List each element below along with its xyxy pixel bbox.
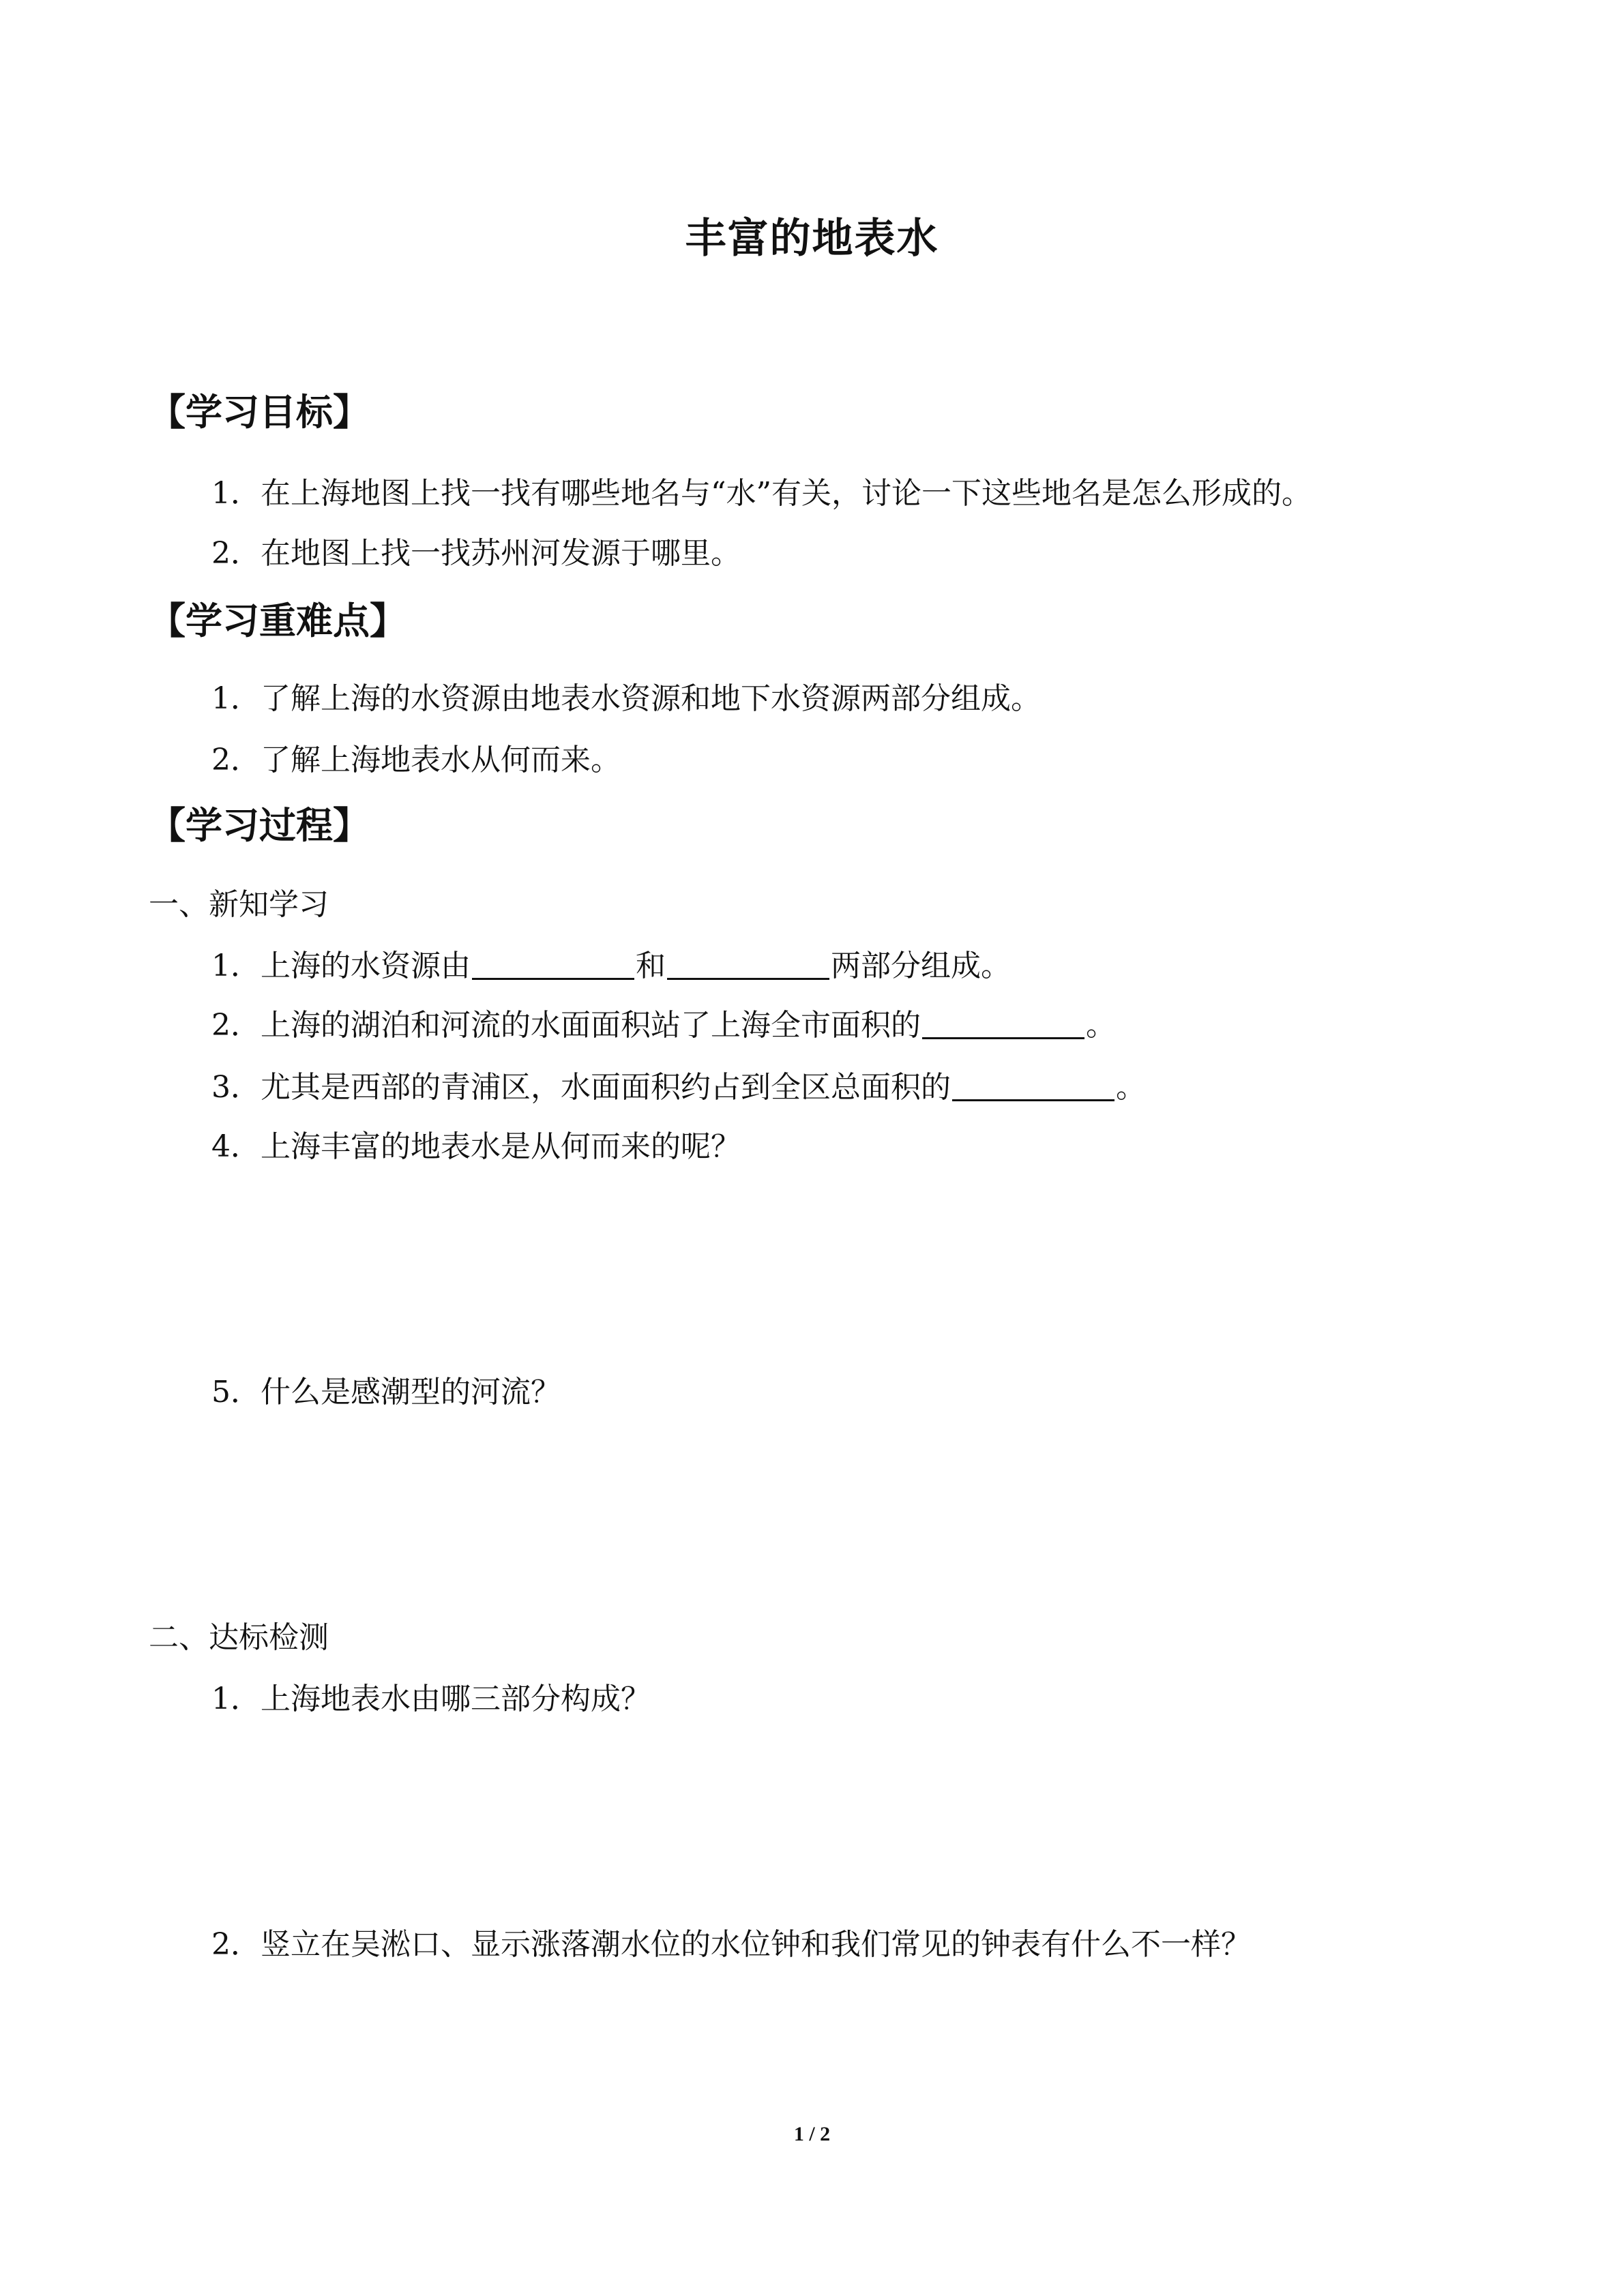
q2-text-a: 2．上海的湖泊和河流的水面面积站了上海全市面积的 xyxy=(211,1008,921,1043)
q1-text-c: 两部分组成。 xyxy=(831,949,1011,983)
heading-learning-objectives: 【学习目标】 xyxy=(149,391,370,434)
q2-text-b: 。 xyxy=(1086,1008,1116,1043)
page-title: 丰富的地表水 xyxy=(685,215,939,263)
q3-text-b: 。 xyxy=(1116,1070,1146,1105)
heading-key-points: 【学习重难点】 xyxy=(149,599,407,642)
fill-blank-1[interactable] xyxy=(472,948,634,980)
objective-item-1: 1．在上海地图上找一找有哪些地名与“水”有关，讨论一下这些地名是怎么形成的。 xyxy=(211,476,1312,511)
page-number: 1 / 2 xyxy=(793,2123,831,2145)
question-1-1 xyxy=(211,946,1011,987)
part2-label: 二、达标检测 xyxy=(149,1620,329,1655)
fill-blank-4[interactable] xyxy=(952,1069,1114,1101)
q3-text-a: 3．尤其是西部的青浦区，水面面积约占到全区总面积的 xyxy=(211,1070,951,1105)
key-point-item-1: 1．了解上海的水资源由地表水资源和地下水资源两部分组成。 xyxy=(211,681,1041,716)
question-2-2: 2．竖立在吴淞口、显示涨落潮水位的水位钟和我们常见的钟表有什么不一样？ xyxy=(211,1927,1251,1962)
q1-text-b: 和 xyxy=(636,949,666,983)
question-2-1: 1．上海地表水由哪三部分构成？ xyxy=(211,1682,651,1716)
objective-item-2: 2．在地图上找一找苏州河发源于哪里。 xyxy=(211,536,741,571)
question-1-4: 4．上海丰富的地表水是从何而来的呢？ xyxy=(211,1129,741,1164)
heading-learning-process: 【学习过程】 xyxy=(149,804,370,847)
fill-blank-2[interactable] xyxy=(667,948,829,980)
question-1-3 xyxy=(211,1067,1146,1108)
question-1-5: 5．什么是感潮型的河流？ xyxy=(211,1375,561,1410)
q1-text-a: 1．上海的水资源由 xyxy=(211,949,471,983)
key-point-item-2: 2．了解上海地表水从何而来。 xyxy=(211,743,621,777)
question-1-2 xyxy=(211,1005,1116,1046)
part1-label: 一、新知学习 xyxy=(149,887,329,922)
fill-blank-3[interactable] xyxy=(922,1007,1084,1039)
